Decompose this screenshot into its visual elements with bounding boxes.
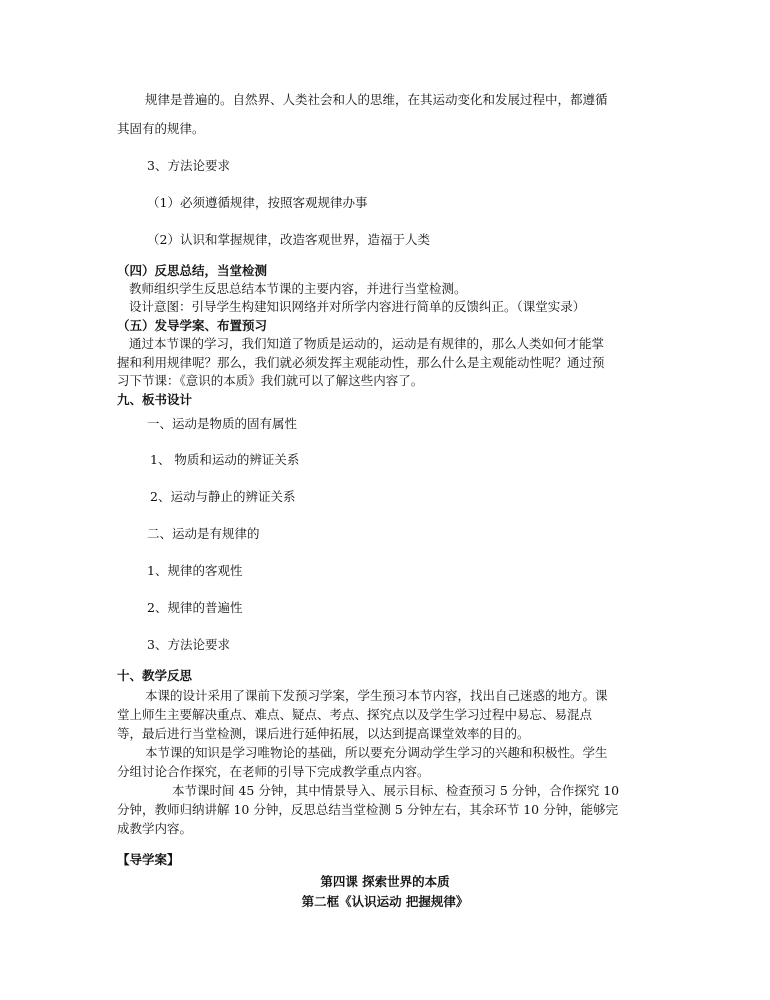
reflection-line: 分组讨论合作探究，在老师的引导下完成教学重点内容。 [117,764,430,779]
section-5-line-1: 通过本节课的学习，我们知道了物质是运动的，运动是有规律的，那么人类如何才能掌 [129,336,605,351]
section-4-line-1: 教师组织学生反思总结本节课的主要内容，并进行当堂检测。 [129,281,467,296]
section-5-line-3: 习下节课：《意识的本质》我们就可以了解这些内容了。 [117,373,424,388]
reflection-line: 堂上师生主要解决重点、难点、疑点、考点、探究点以及学生学习过程中易忘、易混点 [117,707,593,722]
board-item: 二、运动是有规律的 [147,526,260,541]
methodology-heading: 3、方法论要求 [147,158,230,173]
section-5-heading: （五）发导学案、布置预习 [117,318,268,333]
methodology-item-2: （2）认识和掌握规律，改造客观世界，造福于人类 [147,232,430,247]
guide-label: 【导学案】 [117,852,180,867]
reflection-heading: 十、教学反思 [117,668,193,683]
board-item: 2、运动与静止的辨证关系 [150,489,296,504]
intro-line-2: 其固有的规律。 [117,121,205,136]
guide-subtitle: 第二框《认识运动 把握规律》 [301,894,469,909]
reflection-line: 成教学内容。 [117,821,193,836]
reflection-line: 本节课的知识是学习唯物论的基础，所以要充分调动学生学习的兴趣和积极性。学生 [145,745,608,760]
section-4-heading: （四）反思总结，当堂检测 [117,263,268,278]
methodology-item-1: （1）必须遵循规律，按照客观规律办事 [147,195,368,210]
board-item: 一、运动是物质的固有属性 [147,416,298,431]
section-4-line-2: 设计意图：引导学生构建知识网络并对所学内容进行简单的反馈纠正。（课堂实录） [129,299,586,314]
reflection-line: 本节课时间 45 分钟，其中情景导入、展示目标、检查预习 5 分钟，合作探究 10 [172,783,620,798]
guide-title: 第四课 探索世界的本质 [320,874,450,889]
board-heading: 九、板书设计 [117,392,193,407]
board-item: 1、 物质和运动的辨证关系 [150,452,300,467]
section-5-line-2: 握和利用规律呢？那么，我们就必须发挥主观能动性，那么什么是主观能动性呢？通过预 [117,355,605,370]
board-item: 2、规律的普遍性 [147,600,243,615]
reflection-line: 等，最后进行当堂检测，课后进行延伸拓展，以达到提高课堂效率的目的。 [117,726,530,741]
board-item: 1、规律的客观性 [147,563,243,578]
reflection-line: 本课的设计采用了课前下发预习学案，学生预习本节内容，找出自己迷惑的地方。课 [145,688,608,703]
board-item: 3、方法论要求 [147,637,230,652]
intro-line-1: 规律是普遍的。自然界、人类社会和人的思维，在其运动变化和发展过程中，都遵循 [145,92,608,107]
reflection-line: 分钟，教师归纳讲解 10 分钟，反思总结当堂检测 5 分钟左右，其余环节 10 分钟，能够完 [117,802,619,817]
